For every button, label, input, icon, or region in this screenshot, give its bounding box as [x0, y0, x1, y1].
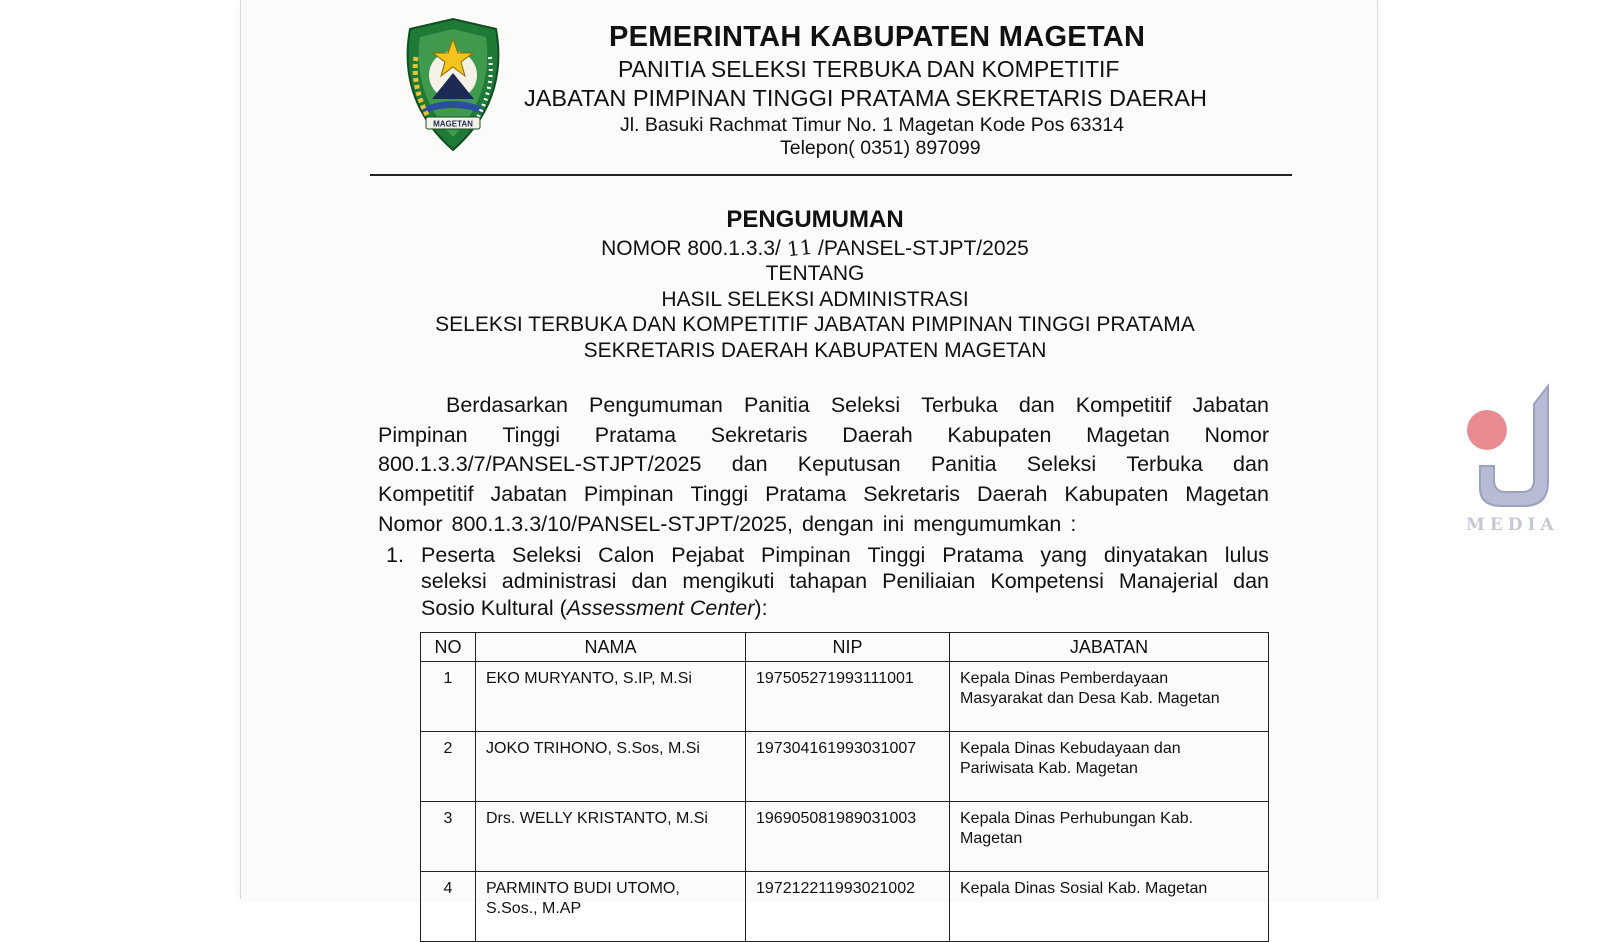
row-nip: 197212211993021002 — [746, 872, 950, 942]
paragraph-line-3: 800.1.3.3/7/PANSEL-STJPT/2025 dan Keputusan Panitia Seleksi Terbuka dan — [378, 452, 1269, 476]
watermark-text: MEDIA — [1466, 515, 1559, 535]
row-no: 3 — [421, 802, 476, 872]
paragraph-line-1: Berdasarkan Pengumuman Panitia Seleksi Terbuka dan Kompetitif Jabatan — [446, 393, 1269, 417]
header-jabatan: JABATAN — [950, 633, 1269, 662]
row-nip: 196905081989031003 — [746, 802, 950, 872]
results-table — [420, 632, 1269, 942]
table-row — [421, 872, 1269, 942]
paragraph-line-4: Kompetitif Jabatan Pimpinan Tinggi Pratama Sekretaris Daerah Kabupaten Magetan — [378, 482, 1269, 506]
announcement-subject-3: SEKRETARIS DAERAH KABUPATEN MAGETAN — [583, 339, 1047, 362]
magetan-regency-logo — [398, 17, 508, 152]
letterhead-divider — [370, 174, 1292, 176]
item-1-line-1: Peserta Seleksi Calon Pejabat Pimpinan Tinggi Pratama yang dinyatakan lulus — [421, 543, 1269, 567]
row-nama: PARMINTO BUDI UTOMO, S.Sos., M.AP — [476, 872, 746, 942]
header-nama: NAMA — [476, 633, 746, 662]
letterhead-line-1: PEMERINTAH KABUPATEN MAGETAN — [609, 21, 1146, 53]
row-jabatan: Kepala Dinas Perhubungan Kab. Magetan — [950, 802, 1269, 872]
announcement-subject-1: HASIL SELEKSI ADMINISTRASI — [661, 288, 969, 311]
letterhead-phone: Telepon( 0351) 897099 — [780, 137, 981, 159]
item-1-line-3: Sosio Kultural (Assessment Center): — [421, 596, 768, 620]
watermark-logo-icon — [1462, 378, 1562, 516]
letterhead-address: Jl. Basuki Rachmat Timur No. 1 Magetan Kode Pos 63314 — [620, 114, 1125, 136]
row-nama: EKO MURYANTO, S.IP, M.Si — [476, 662, 746, 732]
table-row — [421, 802, 1269, 872]
header-no: NO — [421, 633, 476, 662]
number-suffix: /PANSEL-STJPT/2025 — [818, 237, 1029, 260]
svg-text:MAGETAN: MAGETAN — [433, 119, 473, 129]
row-jabatan: Kepala Dinas Pemberdayaan Masyarakat dan Desa Kab. Magetan — [950, 662, 1269, 732]
number-prefix: NOMOR 800.1.3.3/ — [601, 237, 781, 260]
announcement-title: PENGUMUMAN — [726, 206, 904, 233]
item-1-line-2: seleksi administrasi dan mengikuti tahapan Peniliaian Kompetensi Manajerial dan — [421, 569, 1269, 593]
table-row — [421, 732, 1269, 802]
table-row — [421, 662, 1269, 732]
row-nama: Drs. WELLY KRISTANTO, M.Si — [476, 802, 746, 872]
paragraph-line-2: Pimpinan Tinggi Pratama Sekretaris Daerah Kabupaten Magetan Nomor — [378, 423, 1269, 447]
row-nip: 197304161993031007 — [746, 732, 950, 802]
row-jabatan: Kepala Dinas Kebudayaan dan Pariwisata Kab. Magetan — [950, 732, 1269, 802]
letterhead-line-2: PANITIA SELEKSI TERBUKA DAN KOMPETITIF — [618, 56, 1120, 82]
announcement-subject-2: SELEKSI TERBUKA DAN KOMPETITIF JABATAN PIMPINAN TINGGI PRATAMA — [435, 313, 1195, 336]
paragraph-line-5: Nomor 800.1.3.3/10/PANSEL-STJPT/2025, dengan ini mengumumkan : — [378, 512, 1077, 536]
row-jabatan: Kepala Dinas Sosial Kab. Magetan — [950, 872, 1269, 942]
header-nip: NIP — [746, 633, 950, 662]
row-no: 4 — [421, 872, 476, 942]
announcement-tentang: TENTANG — [765, 262, 865, 285]
item-1-number: 1. — [386, 543, 404, 567]
announcement-number — [300, 236, 1330, 261]
row-no: 2 — [421, 732, 476, 802]
handwritten-number: 11 — [785, 234, 814, 262]
table-header-row — [421, 633, 1269, 662]
row-no: 1 — [421, 662, 476, 732]
row-nama: JOKO TRIHONO, S.Sos, M.Si — [476, 732, 746, 802]
row-nip: 197505271993111001 — [746, 662, 950, 732]
letterhead-line-3: JABATAN PIMPINAN TINGGI PRATAMA SEKRETARIS DAERAH — [524, 85, 1207, 111]
